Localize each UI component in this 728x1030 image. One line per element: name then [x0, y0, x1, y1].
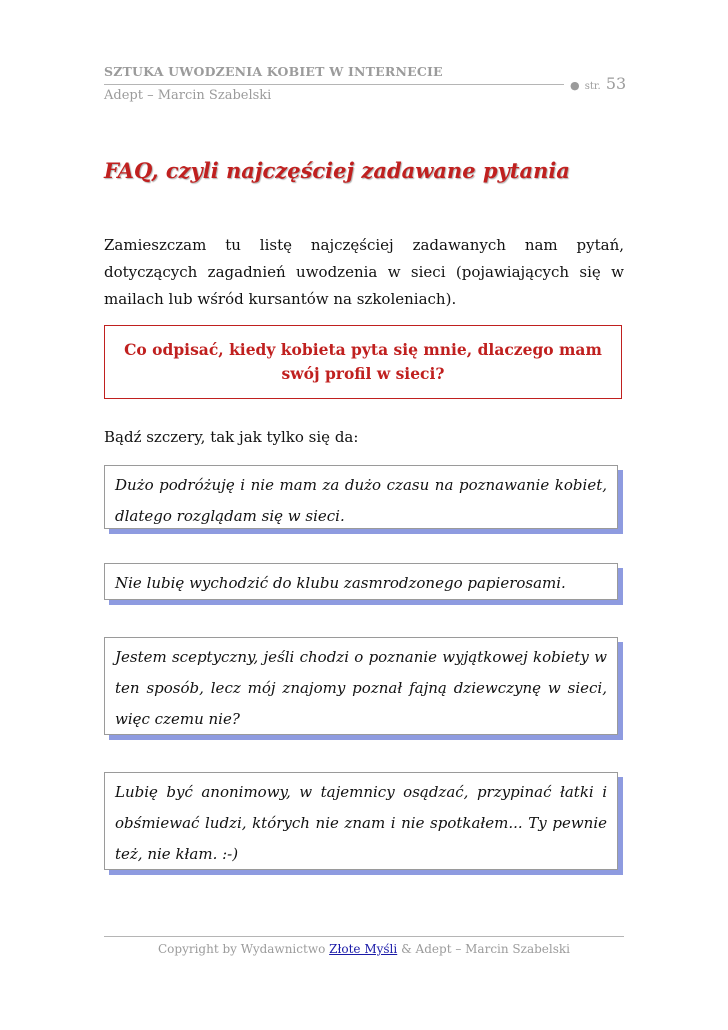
- bullet-icon: ●: [570, 79, 580, 92]
- quote-box: [104, 637, 618, 735]
- footer-suffix: & Adept – Marcin Szabelski: [401, 942, 571, 956]
- section-heading: FAQ, czyli najczęściej zadawane pytania: [104, 158, 570, 183]
- page-label: str.: [584, 81, 601, 92]
- publisher-link[interactable]: Złote Myśli: [329, 942, 398, 956]
- intro-paragraph: Zamieszczam tu listę najczęściej zadawanych nam pytań, dotyczących zagadnień uwodzenia w sieci (pojawiających się w mailach lub wśród kursantów na szkoleniach).: [104, 236, 624, 308]
- quote-text: Nie lubię wychodzić do klubu zasmrodzonego papierosami.: [115, 574, 566, 592]
- quote-box: [104, 465, 618, 529]
- question-box: [104, 325, 622, 399]
- answer-lead: Bądź szczery, tak jak tylko się da:: [104, 428, 359, 446]
- quote-text: Jestem sceptyczny, jeśli chodzi o poznanie wyjątkowej kobiety w ten sposób, lecz mój znajomy poznał fajną dziewczynę w sieci, więc czemu nie?: [115, 648, 607, 728]
- header-divider: [104, 84, 564, 85]
- question-text: Co odpisać, kiedy kobieta pyta się mnie, dlaczego mam swój profil w sieci?: [124, 340, 602, 383]
- footer-prefix: Copyright by Wydawnictwo: [157, 942, 326, 956]
- quote-box: [104, 563, 618, 600]
- quote-text: Lubię być anonimowy, w tajemnicy osądzać, przypinać łatki i obśmiewać ludzi, których nie znam i nie spotkałem... Ty pewnie też, nie kłam. :-): [115, 783, 607, 863]
- page-number: 53: [605, 74, 627, 93]
- header-author: Adept – Marcin Szabelski: [104, 88, 272, 103]
- page-indicator: [570, 74, 626, 93]
- quote-box: [104, 772, 618, 870]
- footer: [104, 942, 624, 956]
- footer-divider: [104, 936, 624, 937]
- header-title: SZTUKA UWODZENIA KOBIET W INTERNECIE: [104, 64, 443, 79]
- quote-text: Dużo podróżuję i nie mam za dużo czasu na poznawanie kobiet, dlatego rozglądam się w sieci.: [115, 476, 607, 525]
